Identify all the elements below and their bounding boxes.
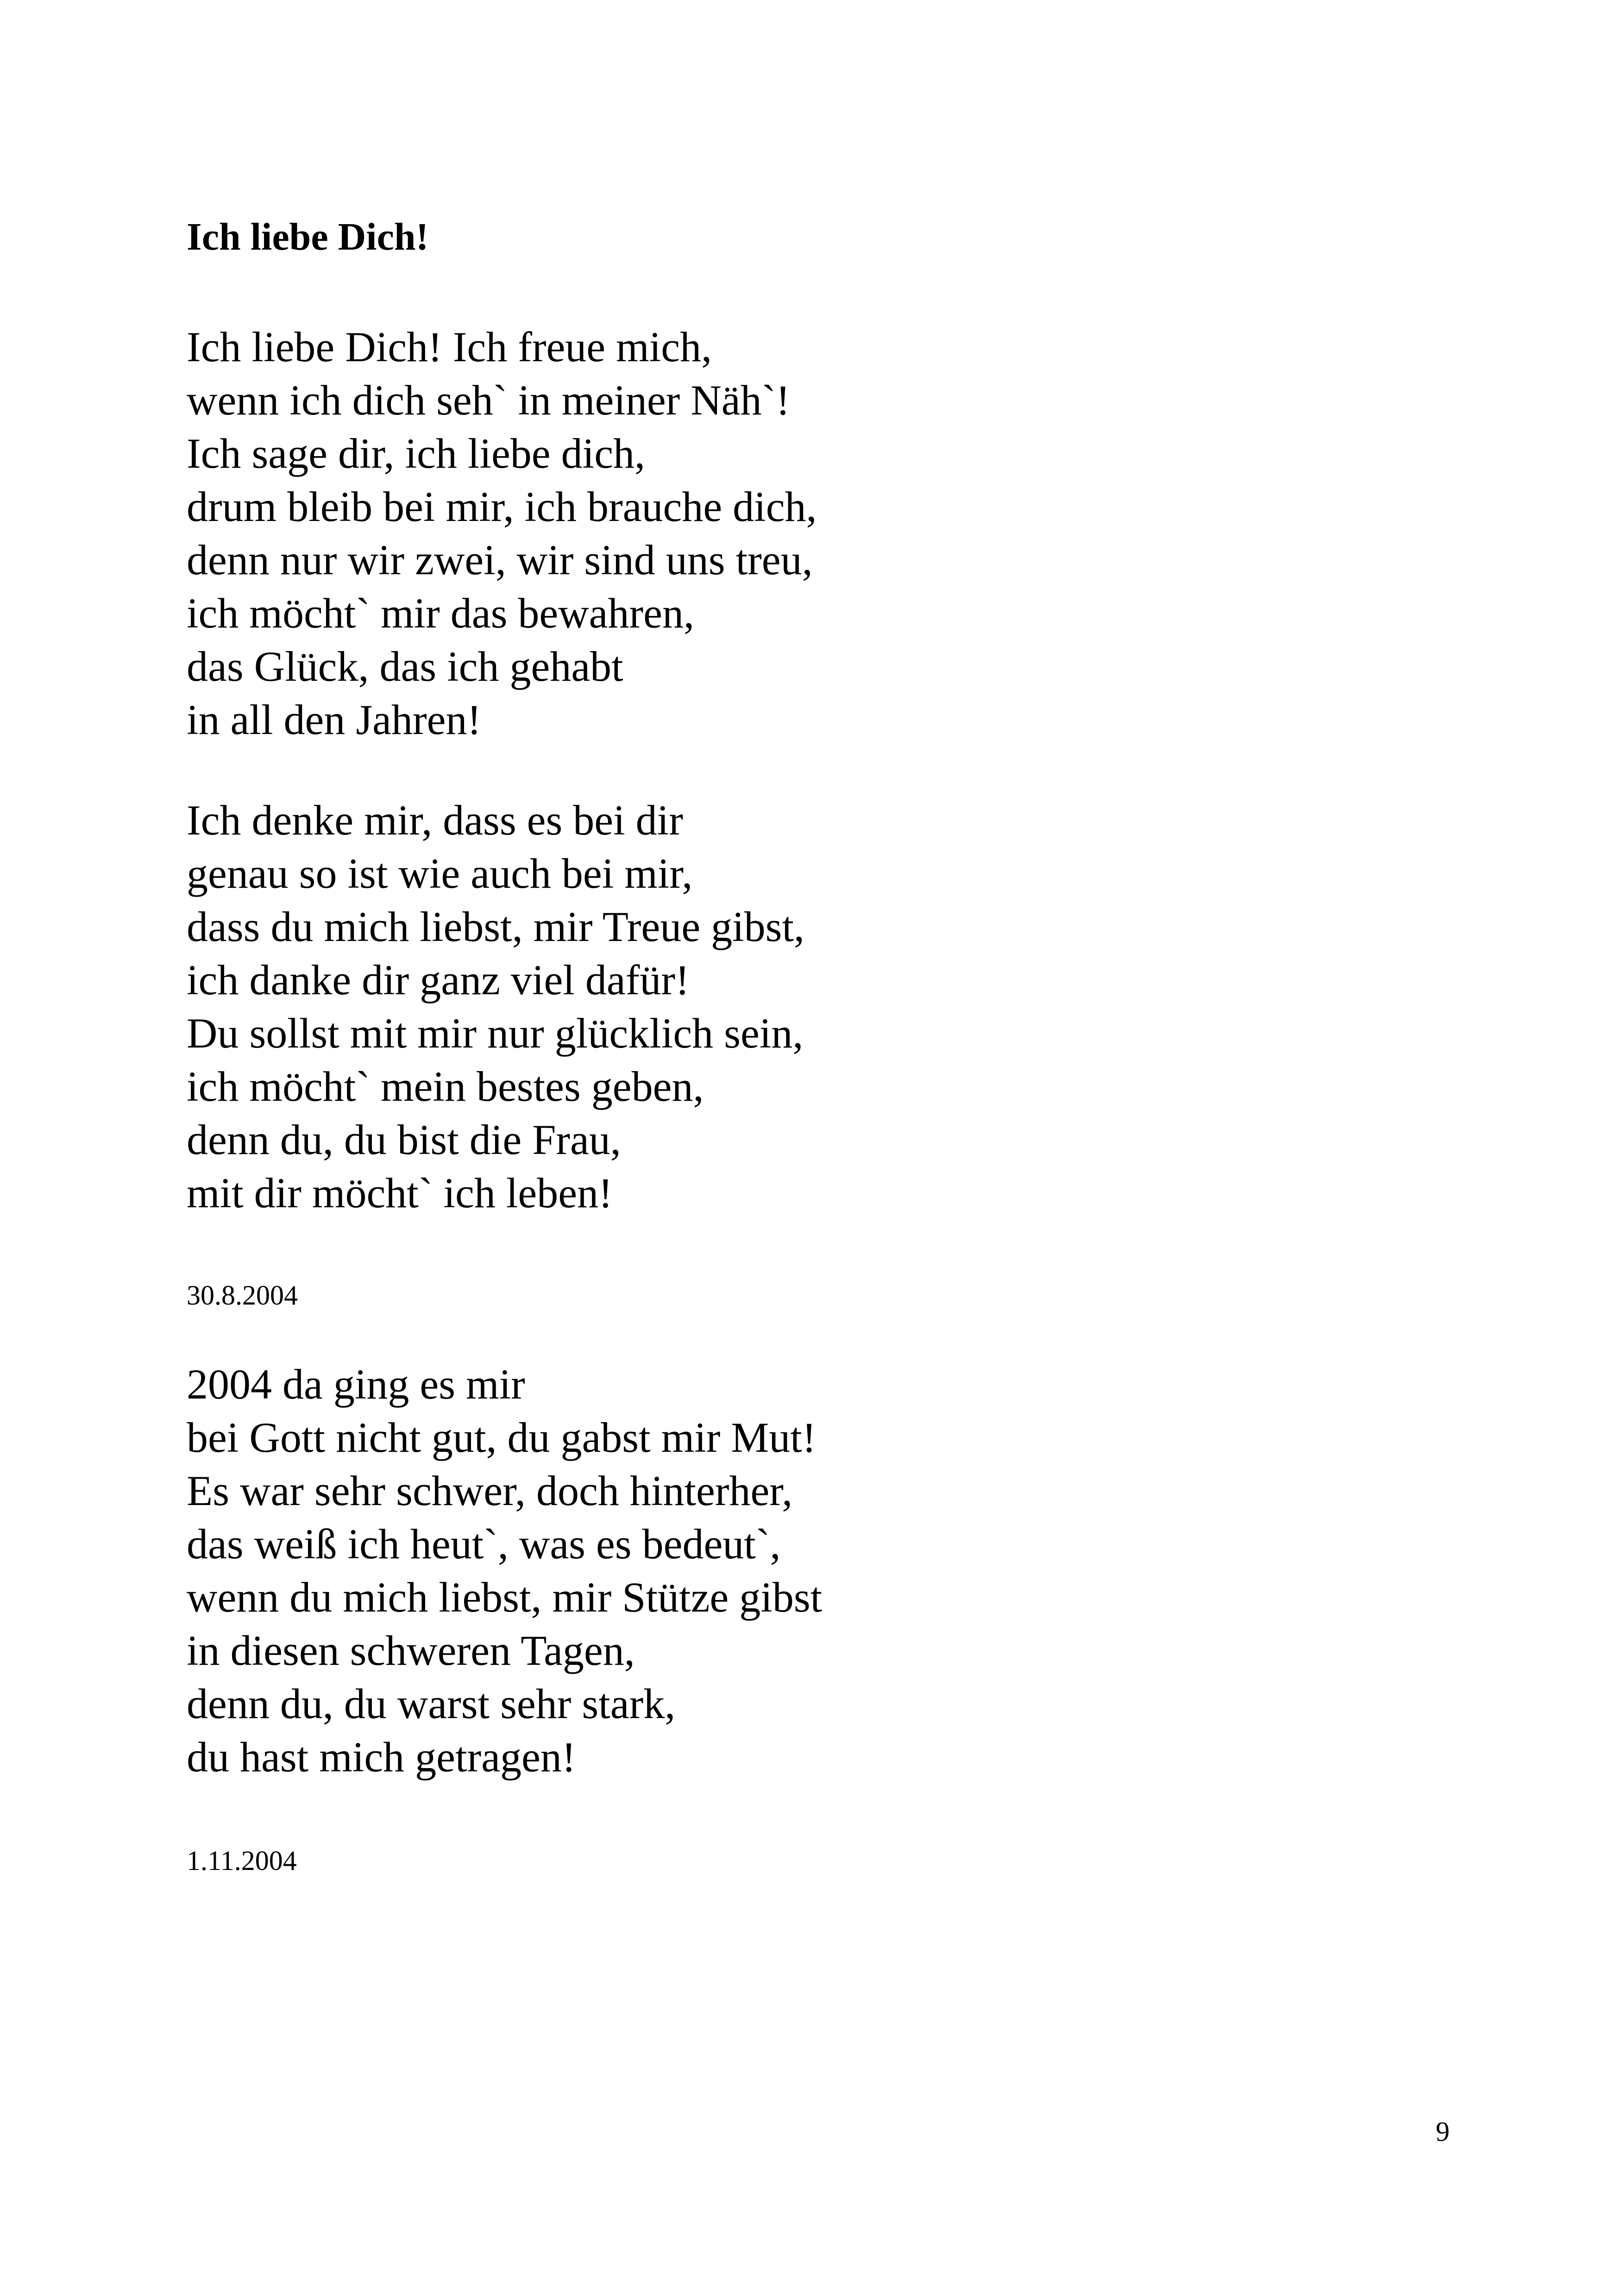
poem-line: Ich denke mir, dass es bei dir bbox=[187, 797, 683, 844]
poem-line: ich danke dir ganz viel dafür! bbox=[187, 956, 690, 1004]
stanza-1 bbox=[187, 320, 817, 747]
poem-line: drum bleib bei mir, ich brauche dich, bbox=[187, 483, 817, 530]
poem-line: ich möcht` mein bestes geben, bbox=[187, 1063, 704, 1110]
poem-line: bei Gott nicht gut, du gabst mir Mut! bbox=[187, 1414, 817, 1461]
poem-line: ich möcht` mir das bewahren, bbox=[187, 590, 694, 637]
poem-line: Du sollst mit mir nur glücklich sein, bbox=[187, 1010, 804, 1057]
poem-line: in all den Jahren! bbox=[187, 696, 482, 743]
poem-line: das weiß ich heut`, was es bedeut`, bbox=[187, 1520, 781, 1568]
poem-line: du hast mich getragen! bbox=[187, 1733, 576, 1781]
poem-line: 2004 da ging es mir bbox=[187, 1361, 525, 1408]
poem-line: Ich liebe Dich! Ich freue mich, bbox=[187, 323, 712, 370]
date-stamp: 1.11.2004 bbox=[187, 1845, 297, 1876]
poem-line: Ich sage dir, ich liebe dich, bbox=[187, 430, 646, 477]
poem-line: denn du, du bist die Frau, bbox=[187, 1116, 621, 1163]
stanza-2 bbox=[187, 794, 804, 1220]
poem-line: das Glück, das ich gehabt bbox=[187, 643, 623, 690]
poem-line: denn du, du warst sehr stark, bbox=[187, 1680, 676, 1727]
date-stamp: 30.8.2004 bbox=[187, 1280, 298, 1311]
poem-line: genau so ist wie auch bei mir, bbox=[187, 850, 693, 897]
poem-line: wenn du mich liebst, mir Stütze gibst bbox=[187, 1574, 823, 1621]
poem-line: denn nur wir zwei, wir sind uns treu, bbox=[187, 536, 813, 583]
poem-title: Ich liebe Dich! bbox=[187, 215, 429, 258]
poem-line: wenn ich dich seh` in meiner Näh`! bbox=[187, 376, 790, 424]
stanza-3 bbox=[187, 1358, 822, 1784]
page-number: 9 bbox=[1436, 2116, 1450, 2147]
poem-line: dass du mich liebst, mir Treue gibst, bbox=[187, 903, 804, 950]
poem-line: mit dir möcht` ich leben! bbox=[187, 1169, 613, 1217]
poem-line: in diesen schweren Tagen, bbox=[187, 1627, 635, 1674]
poem-line: Es war sehr schwer, doch hinterher, bbox=[187, 1467, 793, 1514]
